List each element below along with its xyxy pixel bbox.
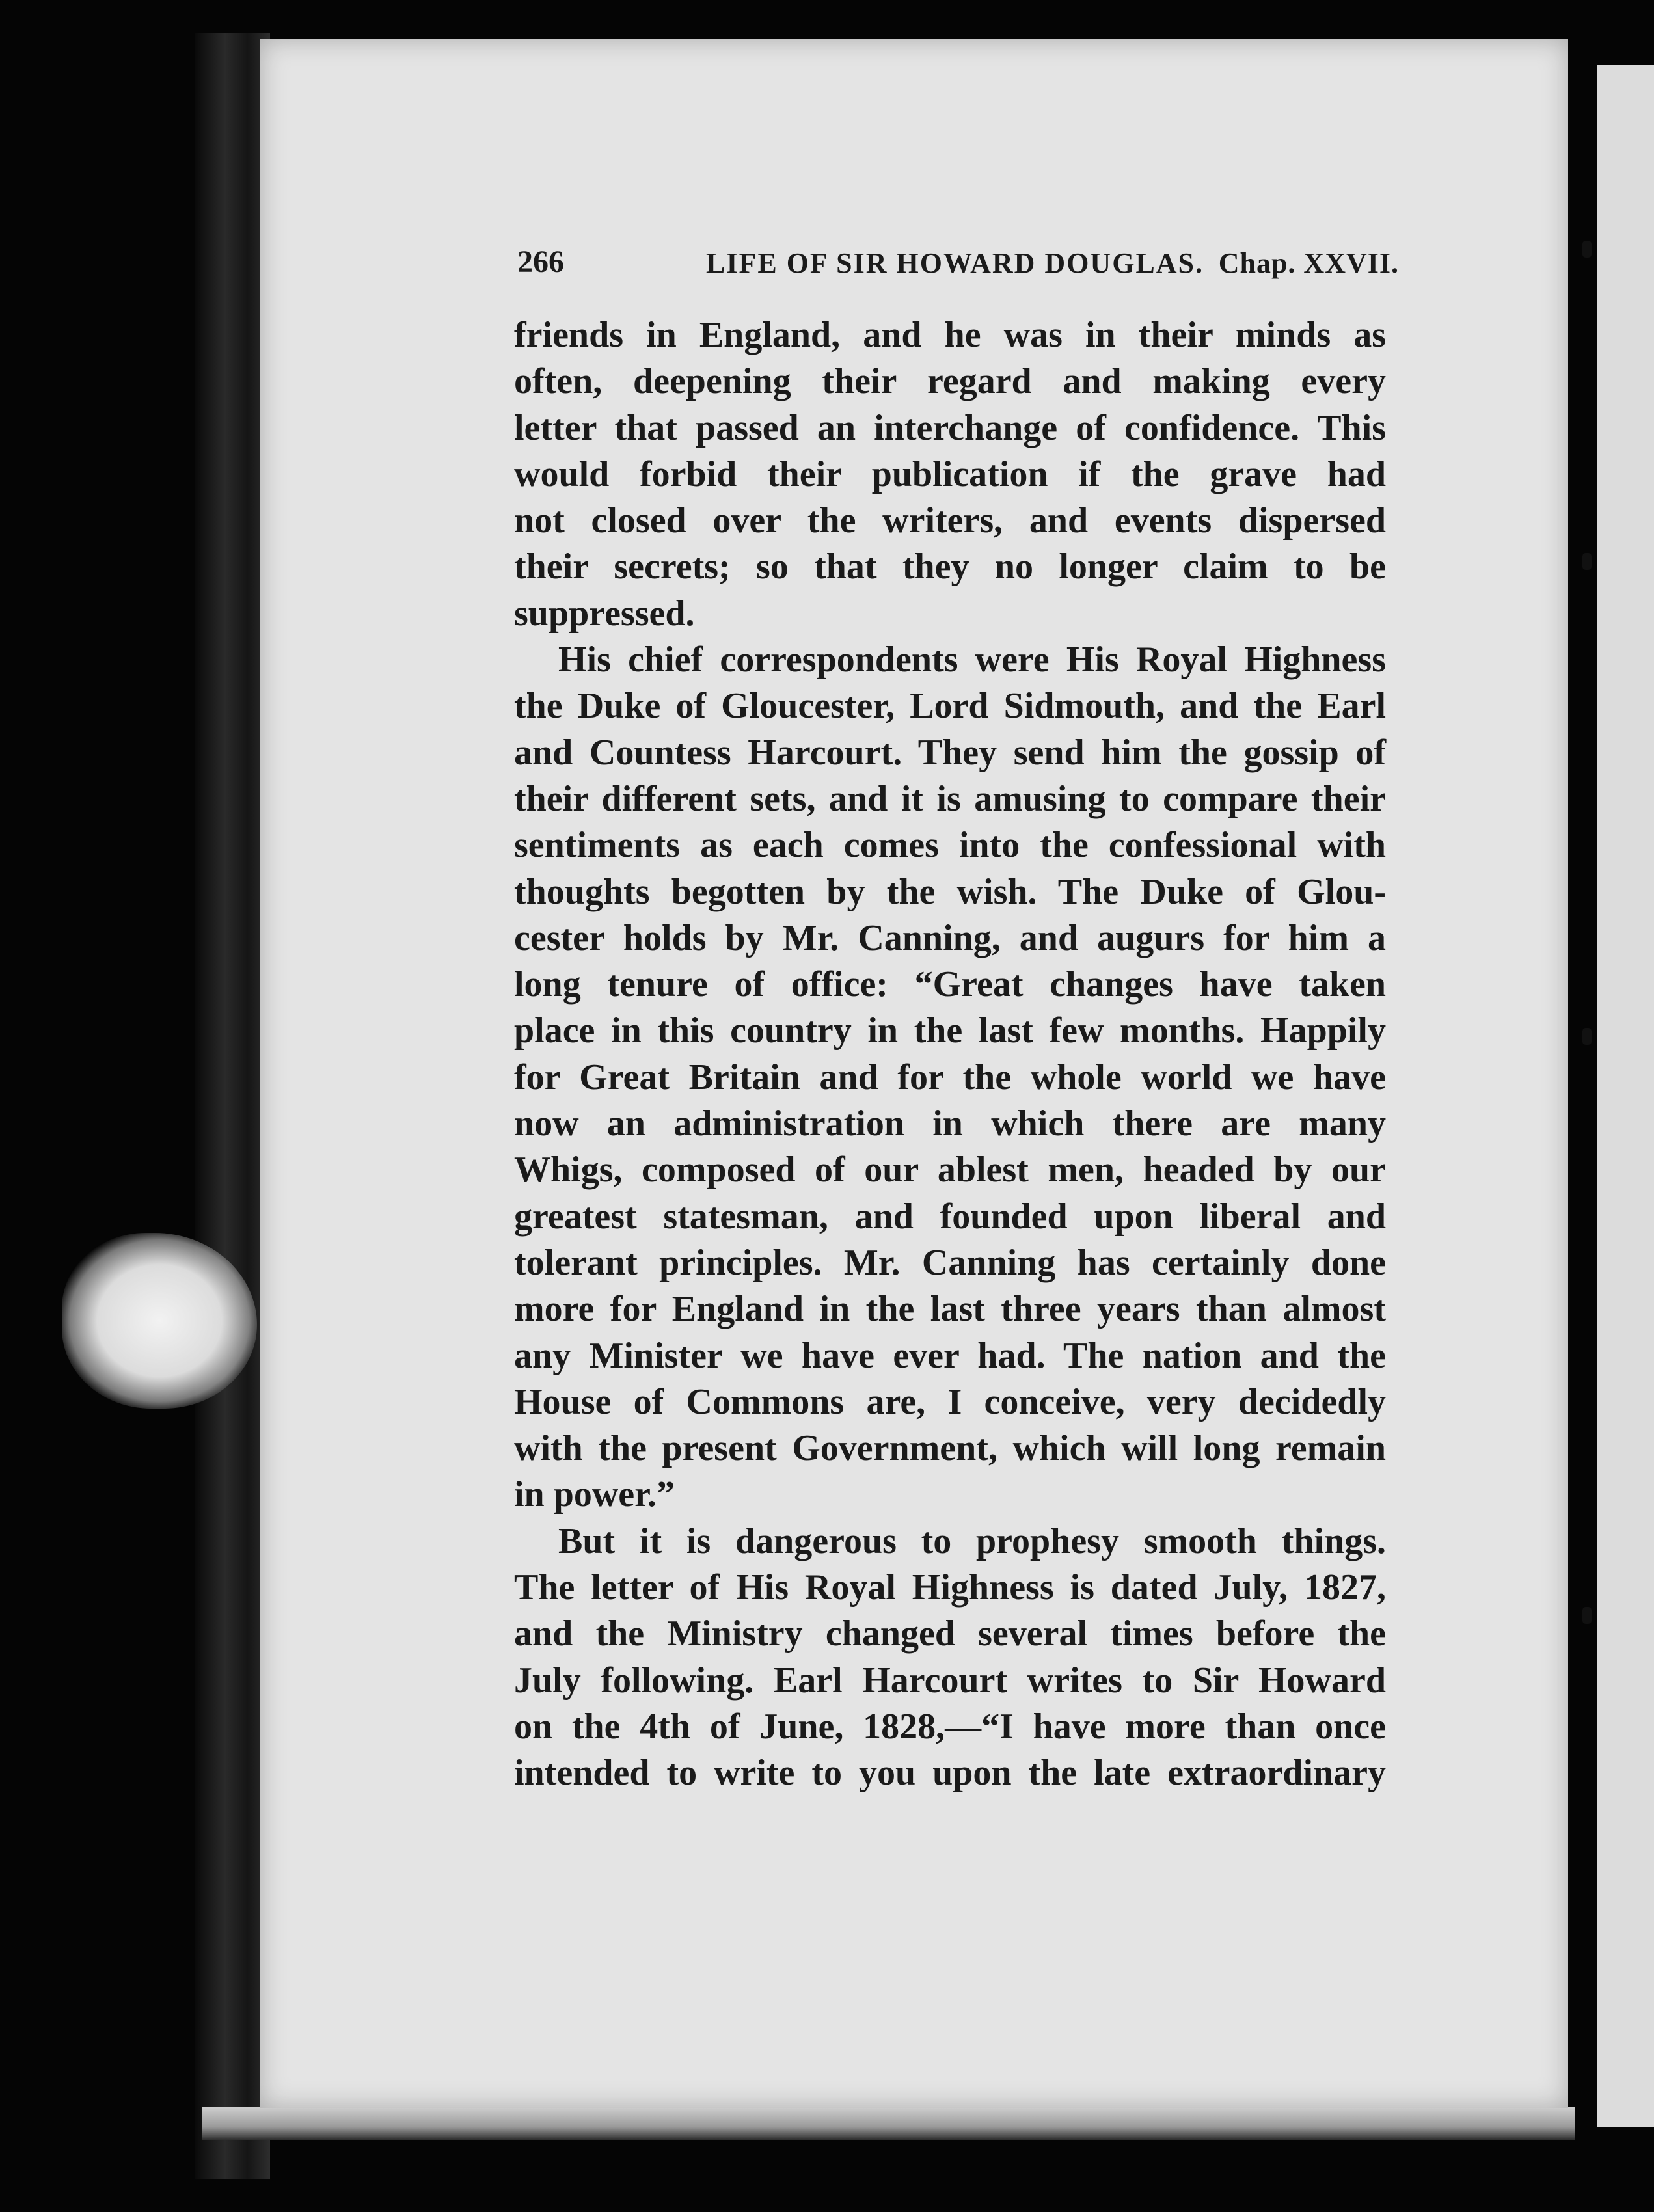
- text-line: would forbid their publication if the grave had: [514, 453, 1386, 494]
- body-text: [514, 312, 1386, 1797]
- text-line: letter that passed an interchange of confidence. This: [514, 407, 1386, 448]
- text-line: any Minister we have ever had. The nation and the: [514, 1335, 1386, 1376]
- text-line: and Countess Harcourt. They send him the gossip of: [514, 732, 1386, 773]
- chapter-label: Chap. XXVII.: [1218, 247, 1399, 279]
- text-line: July following. Earl Harcourt writes to Sir Howard: [514, 1660, 1386, 1701]
- page-number: 266: [517, 245, 564, 279]
- text-line: suppressed.: [514, 593, 695, 634]
- facing-page-edge: [1597, 65, 1654, 2127]
- text-line: with the present Government, which will long remain: [514, 1428, 1386, 1469]
- binding-mark: [1582, 241, 1592, 258]
- text-line: friends in England, and he was in their minds as: [514, 315, 1386, 355]
- text-line: often, deepening their regard and making every: [514, 361, 1386, 402]
- binding-mark: [1582, 1607, 1592, 1624]
- page-bottom-edge: [202, 2107, 1575, 2140]
- text-line: their different sets, and it is amusing to compare their: [514, 778, 1386, 819]
- text-line: place in this country in the last few months. Happily: [514, 1010, 1386, 1051]
- binding-mark: [1582, 553, 1592, 570]
- text-line: sentiments as each comes into the confessional with: [514, 825, 1386, 866]
- text-line: The letter of His Royal Highness is dated July, 1827,: [514, 1567, 1386, 1608]
- text-line: His chief correspondents were His Royal Highness: [558, 640, 1386, 681]
- text-line: long tenure of office: “Great changes have taken: [514, 964, 1386, 1005]
- text-line: more for England in the last three years than almost: [514, 1289, 1386, 1330]
- text-line: the Duke of Gloucester, Lord Sidmouth, and the Earl: [514, 686, 1386, 727]
- book-left-edge: [195, 33, 270, 2179]
- text-line: Whigs, composed of our ablest men, headed by our: [514, 1150, 1386, 1191]
- text-line: and the Ministry changed several times before the: [514, 1613, 1386, 1654]
- text-line: cester holds by Mr. Canning, and augurs for him a: [514, 917, 1386, 958]
- text-line: House of Commons are, I conceive, very decidedly: [514, 1381, 1386, 1422]
- running-header: [517, 237, 1399, 283]
- text-line: thoughts begotten by the wish. The Duke of Glou-: [514, 871, 1386, 912]
- text-line: not closed over the writers, and events dispersed: [514, 500, 1386, 541]
- text-line: intended to write to you upon the late extraordinary: [514, 1753, 1386, 1794]
- text-line: But it is dangerous to prophesy smooth things.: [558, 1520, 1386, 1561]
- text-line: greatest statesman, and founded upon liberal and: [514, 1196, 1386, 1237]
- text-line: for Great Britain and for the whole world we have: [514, 1057, 1386, 1098]
- binding-mark: [1582, 1028, 1592, 1045]
- text-line: their secrets; so that they no longer claim to be: [514, 546, 1386, 587]
- text-line: in power.”: [514, 1474, 675, 1515]
- text-line: tolerant principles. Mr. Canning has certainly done: [514, 1242, 1386, 1283]
- running-title: LIFE OF SIR HOWARD DOUGLAS.: [706, 247, 1204, 279]
- text-line: on the 4th of June, 1828,—“I have more than once: [514, 1706, 1386, 1747]
- text-line: now an administration in which there are many: [514, 1103, 1386, 1144]
